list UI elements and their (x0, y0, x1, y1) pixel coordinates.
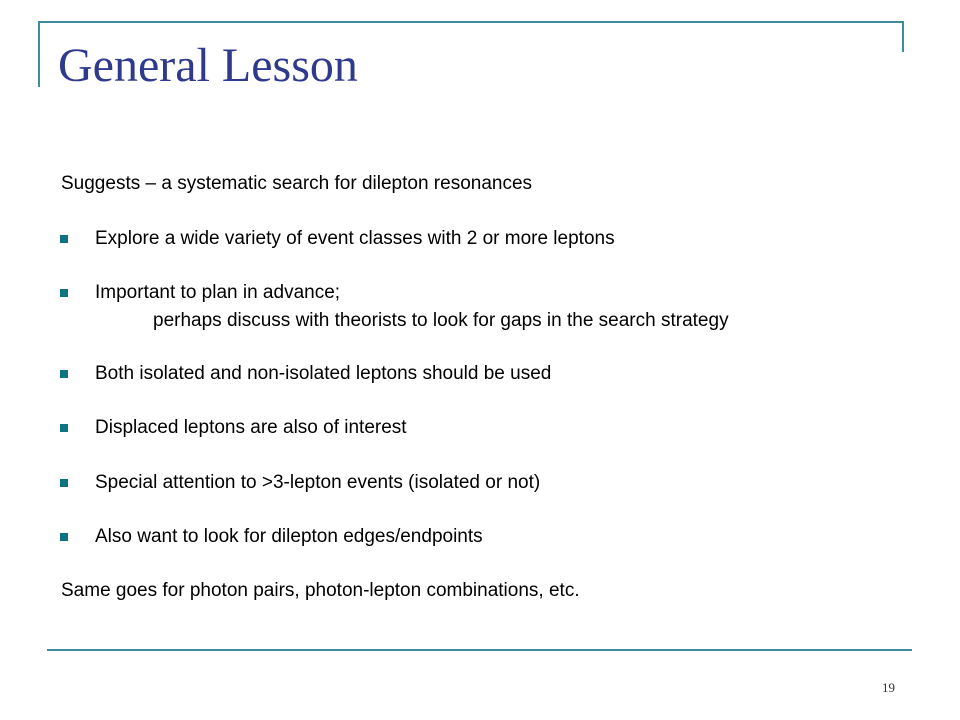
slide-title: General Lesson (58, 39, 358, 92)
frame-bottom-rule (47, 649, 912, 651)
bullet-item: Also want to look for dilepton edges/endpoints (95, 526, 483, 547)
frame-top-rule (38, 21, 904, 23)
square-bullet-icon (60, 479, 68, 487)
bullet-continuation: perhaps discuss with theorists to look for gaps in the search strategy (153, 310, 729, 331)
frame-right-rule (902, 21, 904, 52)
closing-text: Same goes for photon pairs, photon-lepton combinations, etc. (61, 580, 580, 601)
bullet-item: Special attention to >3-lepton events (isolated or not) (95, 472, 541, 493)
square-bullet-icon (60, 235, 68, 243)
bullet-item: Both isolated and non-isolated leptons should be used (95, 363, 552, 384)
bullet-item: Explore a wide variety of event classes with 2 or more leptons (95, 228, 615, 249)
page-number: 19 (882, 680, 895, 695)
intro-text: Suggests – a systematic search for dilepton resonances (61, 173, 533, 194)
bullet-item: Displaced leptons are also of interest (95, 417, 407, 438)
square-bullet-icon (60, 289, 68, 297)
square-bullet-icon (60, 533, 68, 541)
square-bullet-icon (60, 370, 68, 378)
bullet-item: Important to plan in advance; (95, 282, 341, 303)
square-bullet-icon (60, 424, 68, 432)
frame-left-rule (38, 21, 40, 87)
